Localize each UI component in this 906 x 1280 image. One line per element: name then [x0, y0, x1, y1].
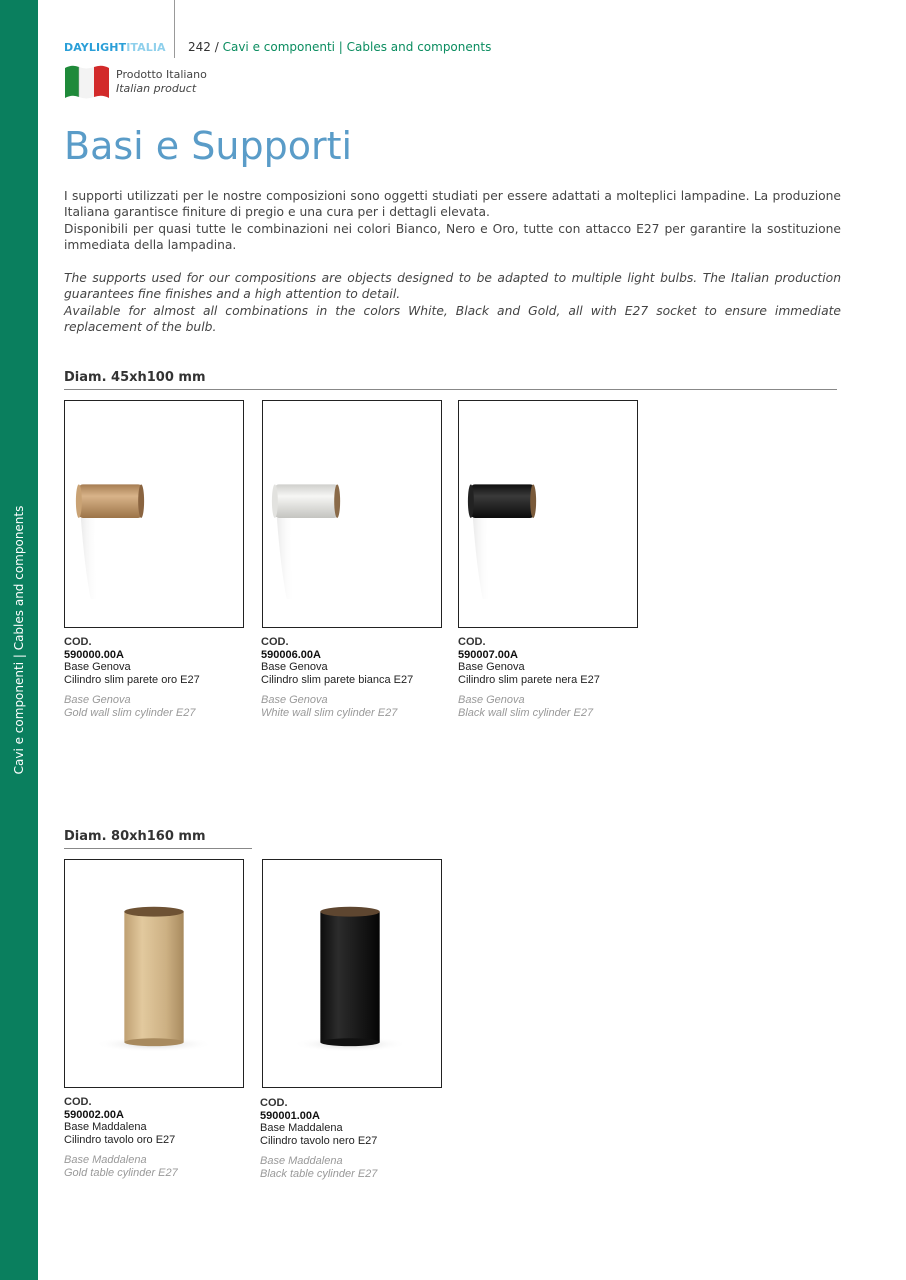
product-name: Base Maddalena [64, 1121, 147, 1133]
product-name-en: Base Genova [64, 694, 131, 706]
made-in-it: Prodotto Italiano [116, 68, 207, 81]
section-heading: Diam. 45xh100 mm [64, 370, 206, 385]
product-name-en: Base Genova [261, 694, 328, 706]
black-table-cylinder-image [263, 860, 441, 1087]
intro-it-paragraph: I supporti utilizzati per le nostre composizioni sono oggetti studiati per essere adattati a molteplici lampadine. La produzione Italiana garantisce finiture di pregio e una cura per i dettagli elevata. [64, 189, 841, 220]
product-name: Base Genova [64, 661, 131, 673]
brand-daylight: DAYLIGHT [64, 41, 127, 54]
section-name[interactable]: Cavi e componenti | Cables and components [222, 40, 492, 54]
product-desc-it: Cilindro tavolo oro E27 [64, 1133, 176, 1146]
product-name: Base Maddalena [260, 1122, 343, 1134]
brand-italia: ITALIA [126, 41, 166, 54]
intro-en-paragraph: The supports used for our compositions are objects designed to be adapted to multiple light bulbs. The Italian production guarantees fine finishes and a high attention to detail. [64, 271, 841, 302]
sidebar-label: Cavi e componenti | Cables and components [12, 505, 26, 775]
made-in-en: Italian product [116, 82, 197, 95]
product-caption [64, 1096, 254, 1179]
breadcrumb [188, 40, 491, 54]
product-desc-en: Black wall slim cylinder E27 [458, 706, 594, 719]
white-wall-cylinder-image [263, 401, 441, 627]
gold-wall-cylinder-image [65, 401, 243, 627]
cod-label: COD. [261, 636, 289, 648]
cod-label: COD. [64, 1096, 92, 1108]
product-caption [64, 636, 254, 719]
product-image[interactable] [458, 400, 638, 628]
product-name-en: Base Genova [458, 694, 525, 706]
brand-logo [64, 41, 166, 54]
product-image[interactable] [262, 859, 442, 1088]
page-title: Basi e Supporti [64, 124, 353, 168]
product-desc-en: Gold table cylinder E27 [64, 1166, 178, 1179]
intro-english [64, 270, 841, 336]
product-name-en: Base Maddalena [64, 1154, 147, 1166]
product-code: 590007.00A [458, 648, 518, 661]
product-caption [260, 1097, 450, 1180]
product-code: 590002.00A [64, 1108, 124, 1121]
cod-label: COD. [458, 636, 486, 648]
intro-en-paragraph: Available for almost all combinations in the colors White, Black and Gold, all with E27 socket to ensure immediate replacement of the bulb. [64, 303, 841, 335]
product-code: 590006.00A [261, 648, 321, 661]
product-code: 590001.00A [260, 1109, 320, 1122]
product-desc-it: Cilindro slim parete nera E27 [458, 673, 600, 686]
product-desc-it: Cilindro slim parete bianca E27 [261, 673, 414, 686]
product-image[interactable] [64, 859, 244, 1088]
page-number: 242 / [188, 40, 219, 54]
product-name: Base Genova [458, 661, 525, 673]
intro-it-paragraph: Disponibili per quasi tutte le combinazioni nei colori Bianco, Nero e Oro, tutte con attacco E27 per garantire la sostituzione immediata della lampadina. [64, 221, 841, 253]
italian-flag-icon [64, 64, 110, 100]
section-divider [64, 848, 252, 849]
product-desc-it: Cilindro slim parete oro E27 [64, 673, 200, 686]
product-desc-en: White wall slim cylinder E27 [261, 706, 398, 719]
cod-label: COD. [260, 1097, 288, 1109]
product-image[interactable] [262, 400, 442, 628]
cod-label: COD. [64, 636, 92, 648]
product-name: Base Genova [261, 661, 328, 673]
gold-table-cylinder-image [65, 860, 243, 1087]
section-divider [64, 389, 837, 390]
intro-italian [64, 188, 841, 254]
product-name-en: Base Maddalena [260, 1155, 343, 1167]
section-heading: Diam. 80xh160 mm [64, 829, 206, 844]
product-desc-en: Black table cylinder E27 [260, 1167, 378, 1180]
black-wall-cylinder-image [459, 401, 637, 627]
product-code: 590000.00A [64, 648, 124, 661]
product-desc-it: Cilindro tavolo nero E27 [260, 1134, 378, 1147]
product-caption [458, 636, 648, 719]
product-image[interactable] [64, 400, 244, 628]
header-divider [174, 0, 175, 58]
product-caption [261, 636, 451, 719]
made-in-italy [116, 68, 207, 96]
product-desc-en: Gold wall slim cylinder E27 [64, 706, 196, 719]
